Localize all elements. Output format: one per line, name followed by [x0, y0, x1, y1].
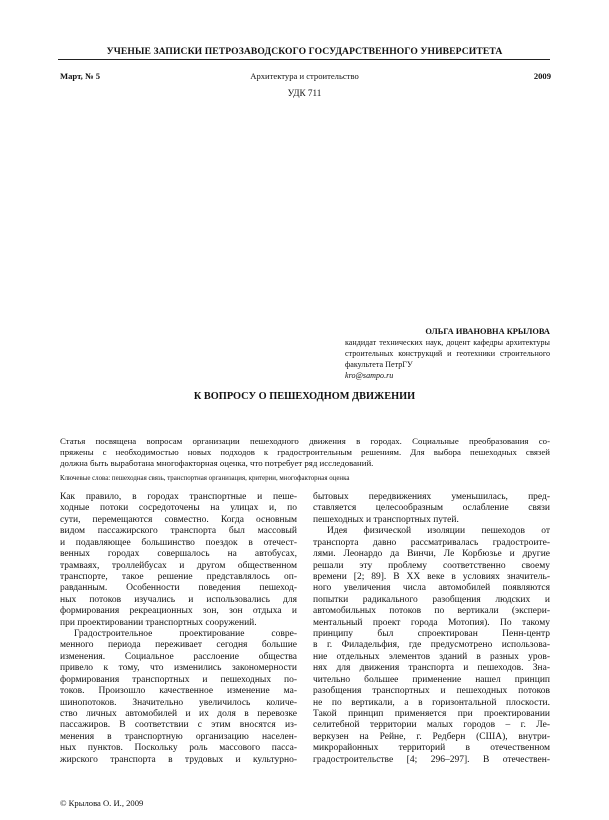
affiliation-line: факультета ПетрГУ — [345, 360, 413, 370]
text-line: и подавляющее большинство поездок в отечест- — [60, 537, 297, 548]
journal-title: УЧЕНЫЕ ЗАПИСКИ ПЕТРОЗАВОДСКОГО ГОСУДАРСТВЕННОГО УНИВЕРСИТЕТА — [106, 46, 503, 57]
year-label: 2009 — [533, 71, 551, 81]
text-line: видом пассажирского транспорта был массовый — [60, 526, 297, 537]
author-affiliation — [345, 337, 550, 371]
text-line: менения в транспортную организацию населен- — [60, 731, 297, 742]
text-line: жирского транспорта в трудовых и культурно- — [60, 754, 297, 765]
text-line: бытовых передвижениях уменьшилась, пред- — [313, 492, 550, 502]
text-line: принципу был спроектирован Пенн-центр — [313, 629, 550, 640]
text-line: Как правило, в городах транспортные и пеше- — [60, 492, 297, 502]
author-email[interactable]: kro@sampo.ru — [345, 371, 394, 380]
text-line: микрорайонных территорий в отечественном — [313, 743, 550, 754]
affiliation-line: строительных конструкций и геотехники строительного — [345, 349, 550, 359]
text-line: пассажиров. В соответствии с этим вносятся из- — [60, 720, 297, 731]
text-line: автомобильных потоков по вертикали (экспери- — [313, 606, 550, 617]
text-line: транспорте, такое решение представлялось оп- — [60, 571, 297, 582]
issue-label: Март, № 5 — [60, 71, 101, 81]
text-line: ходные потоки сосредоточены на улицах и, по — [60, 503, 297, 514]
abstract — [60, 436, 550, 470]
article-title: К ВОПРОСУ О ПЕШЕХОДНОМ ДВИЖЕНИИ — [193, 391, 416, 402]
text-line: ство личных автомобилей и их доля в перевозке — [60, 709, 297, 720]
text-line: Градостроительное проектирование совре- — [74, 629, 297, 640]
text-line: Идея физической изоляции пешеходов от — [327, 526, 550, 537]
text-line: в г. Филадельфия, где предусмотрено использова- — [313, 640, 550, 651]
copyright-footer: © Крылова О. И., 2009 — [60, 798, 144, 808]
abstract-line: пряжены с необходимостью новых подходов к градостроительным решениям. Для выбора пешеходных связей — [60, 447, 550, 458]
text-line: менного периода переживает сегодня большие — [60, 640, 297, 651]
text-line: венных городах совершалось на автобусах, — [60, 549, 297, 560]
header-rule — [58, 59, 550, 60]
text-line: привело к тому, что изменились закономерности — [60, 663, 297, 674]
text-line: формирования транспортных и пешеходных по- — [60, 674, 297, 685]
text-line: сути, перемещаются совместно. Когда основным — [60, 514, 297, 525]
text-line: при проектировании транспортных сооружений. — [60, 617, 257, 628]
text-line: токов. Произошло качественное изменение ма- — [60, 686, 297, 697]
right-column — [313, 492, 550, 766]
text-line: равданным. Особенности поведения пешеход- — [60, 583, 297, 594]
text-line: ние отдельных элементов зданий в разных уров- — [313, 651, 550, 662]
text-line: нях для движения транспорта и пешеходов. Зна- — [313, 663, 550, 674]
text-line: времени [2; 89]. В ХХ веке в условиях значитель- — [313, 571, 550, 582]
text-line: Такой принцип применяется при проектировании — [313, 709, 550, 720]
text-line: ного увеличения числа автомобилей появляются — [313, 583, 550, 594]
text-line: решали эту проблему соответственно своему — [313, 560, 550, 571]
text-line: не по вертикали, а в горизонтальной плоскости. — [313, 697, 550, 708]
text-line: трамваях, троллейбусах и другом общественном — [60, 560, 297, 571]
affiliation-line: кандидат технических наук, доцент кафедры архитектуры — [345, 338, 550, 347]
text-line: ставляется целесообразным ослабление связи — [313, 503, 550, 514]
text-line: чительно большее применение нашел принцип — [313, 674, 550, 685]
text-line: ных пунктов. Поскольку роль массового пасса- — [60, 743, 297, 754]
left-column — [60, 492, 297, 766]
abstract-line: должна быть выработана многофакторная оценка, что потребует ряд исследований. — [60, 458, 374, 469]
text-line: изменения. Социальное расслоение общества — [60, 651, 297, 662]
text-line: транспорта давно рассматривалась градострoите- — [313, 537, 550, 548]
text-line: разобщения транспортных и пешеходных потоков — [313, 686, 550, 697]
udk-code: УДК 711 — [287, 88, 322, 98]
text-line: селитебной территории малых городов – г. Ле- — [313, 720, 550, 731]
author-name: ОЛЬГА ИВАНОВНА КРЫЛОВА — [425, 327, 550, 336]
text-line: лями. Леонардо да Винчи, Ле Корбюзье и другие — [313, 549, 550, 560]
section-label: Архитектура и строительство — [250, 71, 359, 81]
text-line: ных потоков изучались и использовались для — [60, 594, 297, 605]
text-line: пешеходных и транспортных путей. — [313, 514, 459, 525]
text-line: формирования рекреационных зон, зон отдыха и — [60, 606, 297, 617]
text-line: ментальный проект города Мотопия). По такому — [313, 617, 550, 628]
keywords: Ключевые слова: пешеходная связь, транспортная организация, критерии, многофакторная оценка — [60, 475, 350, 482]
text-line: веркузен на Рейне, г. Редберн (США), внутри- — [313, 731, 550, 742]
text-line: шинопотоков. Значительно увеличилось количе- — [60, 697, 297, 708]
text-line: попытки радикального разобщения людских и — [313, 594, 550, 605]
abstract-line: Статья посвящена вопросам организации пешеходного движения в городах. Социальные преобразования со- — [60, 436, 550, 446]
text-line: градостроительстве [4; 296–297]. В отечествен- — [313, 754, 550, 765]
